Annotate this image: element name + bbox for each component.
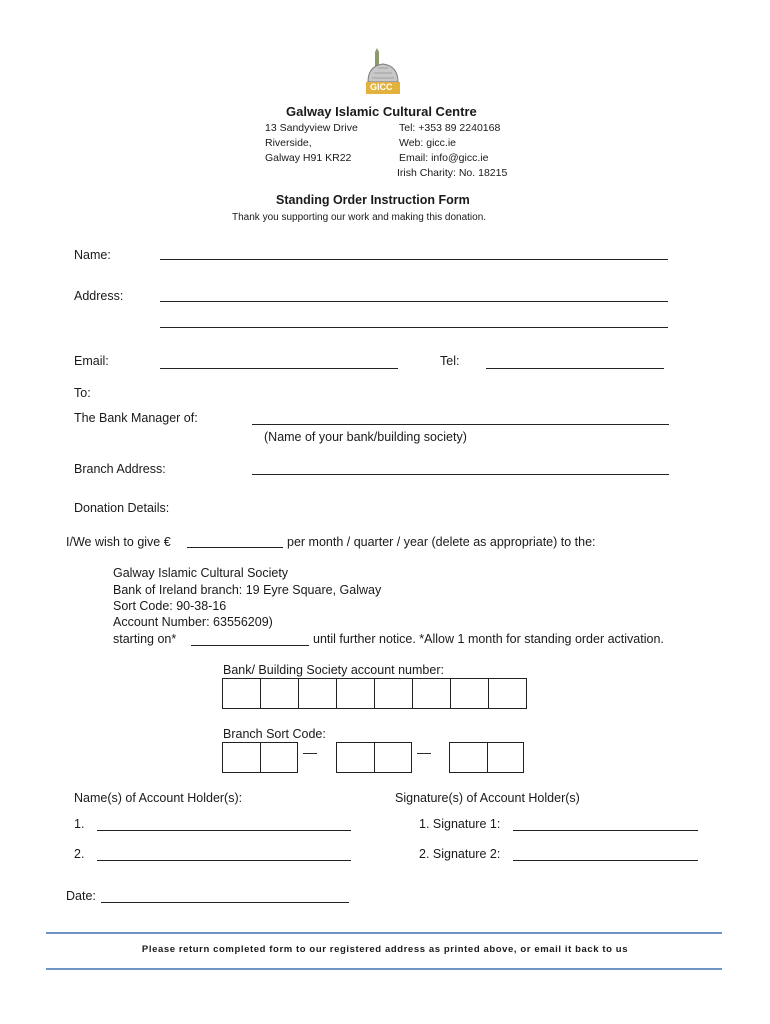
mosque-icon bbox=[362, 48, 404, 100]
holder-name-1-field[interactable] bbox=[97, 830, 351, 831]
account-digit-6[interactable] bbox=[412, 678, 451, 709]
org-name: Galway Islamic Cultural Centre bbox=[286, 104, 477, 119]
account-digit-8[interactable] bbox=[488, 678, 527, 709]
address-line-1: 13 Sandyview Drive bbox=[265, 122, 358, 134]
wish-suffix: per month / quarter / year (delete as appropriate) to the: bbox=[287, 535, 596, 549]
thank-you-note: Thank you supporting our work and making this donation. bbox=[232, 212, 487, 223]
account-digit-5[interactable] bbox=[374, 678, 413, 709]
contact-web: Web: gicc.ie bbox=[399, 137, 456, 149]
donation-details-label: Donation Details: bbox=[74, 501, 170, 515]
start-date-field[interactable] bbox=[191, 645, 309, 646]
branch-address-field[interactable] bbox=[252, 474, 669, 475]
email-field[interactable] bbox=[160, 368, 398, 369]
address-line-3: Galway H91 KR22 bbox=[265, 152, 352, 164]
sort-digit-2[interactable] bbox=[260, 742, 298, 773]
bank-manager-label: The Bank Manager of: bbox=[74, 411, 198, 425]
signature-2-field[interactable] bbox=[513, 860, 698, 861]
payee-sort-code: Sort Code: 90-38-16 bbox=[113, 599, 227, 613]
payee-branch: Bank of Ireland branch: 19 Eyre Square, Galway bbox=[113, 583, 382, 597]
signature-1-label: 1. Signature 1: bbox=[419, 817, 501, 831]
account-digit-4[interactable] bbox=[336, 678, 375, 709]
wish-prefix: I/We wish to give € bbox=[66, 535, 171, 549]
holder-name-2-field[interactable] bbox=[97, 860, 351, 861]
holder-number-1: 1. bbox=[74, 817, 85, 831]
signatures-label: Signature(s) of Account Holder(s) bbox=[395, 791, 580, 805]
date-label: Date: bbox=[66, 889, 96, 903]
name-label: Name: bbox=[74, 248, 111, 262]
account-digit-2[interactable] bbox=[260, 678, 299, 709]
tel-field[interactable] bbox=[486, 368, 664, 369]
account-digit-3[interactable] bbox=[298, 678, 337, 709]
contact-email: Email: info@gicc.ie bbox=[399, 152, 489, 164]
footer-top-rule bbox=[46, 932, 722, 934]
signature-2-label: 2. Signature 2: bbox=[419, 847, 501, 861]
to-label: To: bbox=[74, 386, 91, 400]
starting-prefix: starting on* bbox=[113, 632, 177, 646]
account-digit-1[interactable] bbox=[222, 678, 261, 709]
email-label: Email: bbox=[74, 354, 109, 368]
sort-code-label: Branch Sort Code: bbox=[223, 727, 326, 741]
bank-name-hint: (Name of your bank/building society) bbox=[264, 430, 467, 444]
address-field-1[interactable] bbox=[160, 301, 668, 302]
sort-digit-5[interactable] bbox=[449, 742, 488, 773]
sort-dash-2: — bbox=[417, 744, 431, 760]
holder-names-label: Name(s) of Account Holder(s): bbox=[74, 791, 243, 805]
contact-tel: Tel: +353 89 2240168 bbox=[399, 122, 501, 134]
payee-account-number: Account Number: 63556209) bbox=[113, 615, 273, 629]
sort-digit-1[interactable] bbox=[222, 742, 261, 773]
address-line-2: Riverside, bbox=[265, 137, 312, 149]
branch-address-label: Branch Address: bbox=[74, 462, 166, 476]
address-label: Address: bbox=[74, 289, 124, 303]
form-title: Standing Order Instruction Form bbox=[276, 193, 470, 207]
tel-label: Tel: bbox=[440, 354, 460, 368]
amount-field[interactable] bbox=[187, 547, 283, 548]
gicc-logo bbox=[362, 48, 404, 100]
signature-1-field[interactable] bbox=[513, 830, 698, 831]
sort-digit-4[interactable] bbox=[374, 742, 412, 773]
holder-number-2: 2. bbox=[74, 847, 85, 861]
logo-text: GICC bbox=[370, 82, 393, 92]
starting-suffix: until further notice. *Allow 1 month for standing order activation. bbox=[313, 632, 664, 646]
date-field[interactable] bbox=[101, 902, 349, 903]
footer-bottom-rule bbox=[46, 968, 722, 970]
payee-name: Galway Islamic Cultural Society bbox=[113, 566, 289, 580]
sort-digit-6[interactable] bbox=[487, 742, 524, 773]
bank-name-field[interactable] bbox=[252, 424, 669, 425]
name-field[interactable] bbox=[160, 259, 668, 260]
sort-digit-3[interactable] bbox=[336, 742, 375, 773]
account-digit-7[interactable] bbox=[450, 678, 489, 709]
footer-note: Please return completed form to our registered address as printed above, or email it back to us bbox=[141, 944, 629, 955]
sort-dash-1: — bbox=[303, 744, 317, 760]
address-field-2[interactable] bbox=[160, 327, 668, 328]
contact-charity: Irish Charity: No. 18215 bbox=[397, 167, 508, 179]
account-number-label: Bank/ Building Society account number: bbox=[223, 663, 444, 677]
